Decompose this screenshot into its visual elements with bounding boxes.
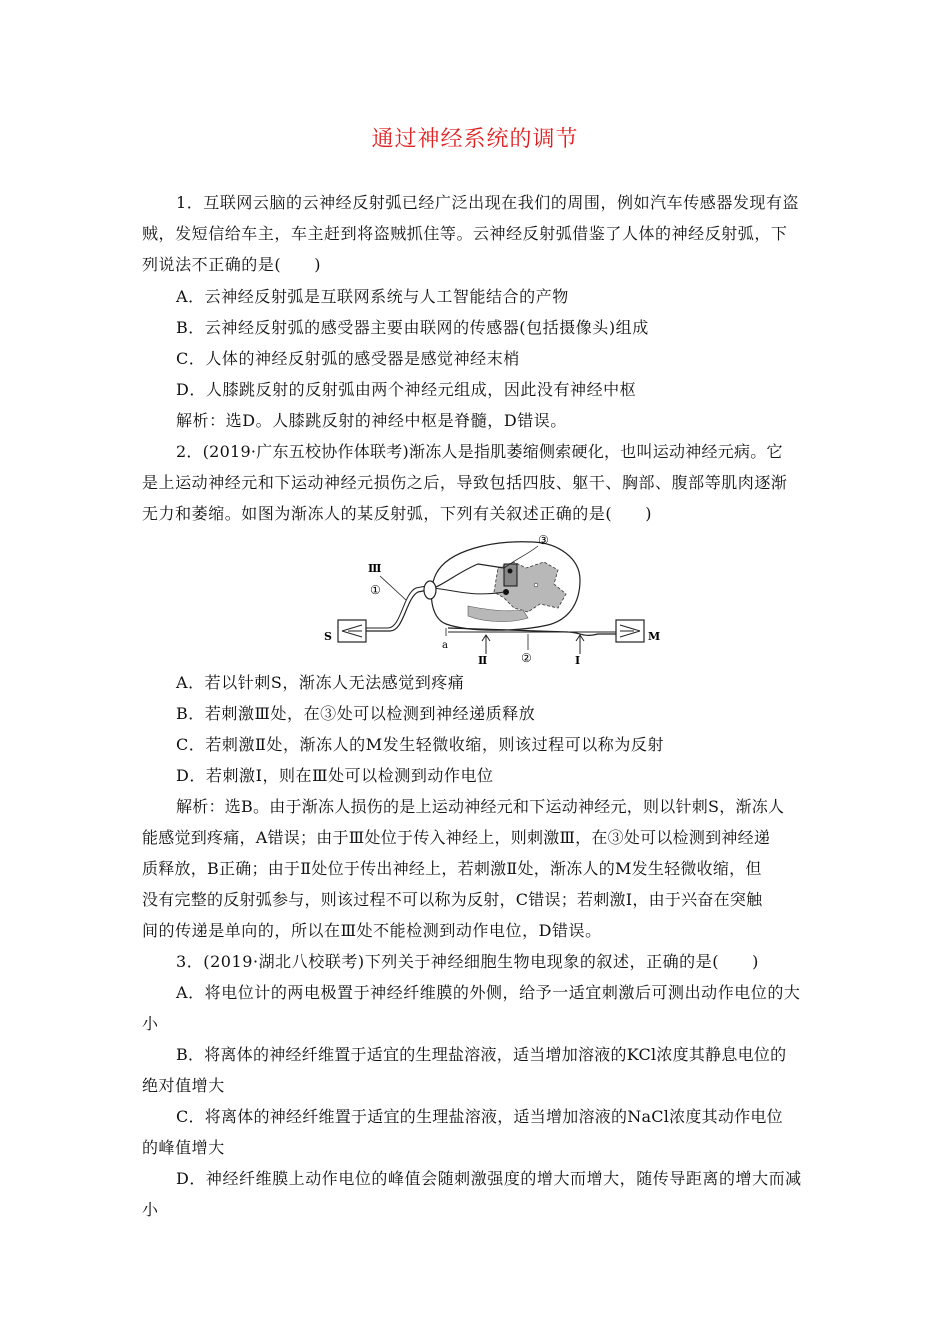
- q2-analysis-line: 没有完整的反射弧参与，则该过程不可以称为反射，C错误；若刺激Ⅰ，由于兴奋在突触: [142, 890, 763, 909]
- q1-option-c: C．人体的神经反射弧的感受器是感觉神经末梢: [176, 349, 520, 368]
- q2-stem-line: 2．(2019·广东五校协作体联考)渐冻人是指肌萎缩侧索硬化，也叫运动神经元病。它: [176, 442, 783, 461]
- ganglion: [424, 581, 436, 599]
- q3-option-b-cont: 绝对值增大: [142, 1076, 225, 1095]
- neuron-body: [534, 583, 538, 587]
- label-circle-2: ②: [521, 651, 532, 665]
- q2-option-a: A．若以针刺S，渐冻人无法感觉到疼痛: [176, 673, 465, 692]
- q1-stem-line: 贼，发短信给车主，车主赶到将盗贼抓住等。云神经反射弧借鉴了人体的神经反射弧，下: [142, 224, 788, 243]
- q3-option-c-cont: 的峰值增大: [142, 1138, 225, 1157]
- q2-stem-line: 是上运动神经元和下运动神经元损伤之后，导致包括四肢、躯干、胸部、腹部等肌肉逐渐: [142, 473, 788, 492]
- neuron-body: [508, 569, 513, 574]
- q1-option-a: A．云神经反射弧是互联网系统与人工智能结合的产物: [176, 287, 569, 306]
- q3-option-c: C．将离体的神经纤维置于适宜的生理盐溶液，适当增加溶液的NaCl浓度其动作电位: [176, 1107, 783, 1126]
- q2-option-c: C．若刺激Ⅱ处，渐冻人的M发生轻微收缩，则该过程可以称为反射: [176, 735, 665, 754]
- q3-option-d: D．神经纤维膜上动作电位的峰值会随刺激强度的增大而增大，随传导距离的增大而减: [176, 1169, 802, 1188]
- label-s: S: [324, 630, 332, 643]
- label-roman-1: Ⅰ: [575, 654, 581, 667]
- label-circle-1: ①: [370, 583, 381, 597]
- q2-stem-line: 无力和萎缩。如图为渐冻人的某反射弧，下列有关叙述正确的是( ): [142, 504, 653, 523]
- q3-option-a: A．将电位计的两电极置于神经纤维膜的外侧，给予一适宜刺激后可测出动作电位的大: [176, 983, 801, 1002]
- label-roman-3: Ⅲ: [368, 562, 382, 575]
- label-a: a: [442, 640, 448, 651]
- q1-stem-line: 1．互联网云脑的云神经反射弧已经广泛出现在我们的周围，例如汽车传感器发现有盗: [176, 193, 800, 212]
- q3-stem: 3．(2019·湖北八校联考)下列关于神经细胞生物电现象的叙述，正确的是( ): [176, 952, 759, 971]
- q3-option-d-cont: 小: [142, 1200, 159, 1219]
- q1-stem-line: 列说法不正确的是( ): [142, 255, 322, 274]
- reflex-arc-figure: [318, 528, 661, 668]
- q2-analysis-line: 解析：选B。由于渐冻人损伤的是上运动神经元和下运动神经元，则以针刺S，渐冻人: [176, 797, 785, 816]
- q2-analysis-line: 能感觉到疼痛，A错误；由于Ⅲ处位于传入神经上，则刺激Ⅲ，在③处可以检测到神经递: [142, 828, 771, 847]
- label-circle-3: ③: [538, 533, 549, 547]
- q1-option-b: B．云神经反射弧的感受器主要由联网的传感器(包括摄像头)组成: [176, 318, 649, 337]
- label-roman-2: Ⅱ: [478, 654, 488, 667]
- q3-option-b: B．将离体的神经纤维置于适宜的生理盐溶液，适当增加溶液的KCl浓度其静息电位的: [176, 1045, 787, 1064]
- q2-analysis-line: 质释放，B正确；由于Ⅱ处位于传出神经上，若刺激Ⅱ处，渐冻人的M发生轻微收缩，但: [142, 859, 762, 878]
- q2-option-d: D．若刺激Ⅰ，则在Ⅲ处可以检测到动作电位: [176, 766, 494, 785]
- page-title: 通过神经系统的调节: [371, 127, 579, 152]
- q2-analysis-line: 间的传递是单向的，所以在Ⅲ处不能检测到动作电位，D错误。: [142, 921, 602, 940]
- label-m: M: [648, 630, 661, 643]
- q3-option-a-cont: 小: [142, 1014, 159, 1033]
- synapse-box: [504, 564, 517, 586]
- q2-option-b: B．若刺激Ⅲ处，在③处可以检测到神经递质释放: [176, 704, 536, 723]
- q1-analysis: 解析：选D。人膝跳反射的神经中枢是脊髓，D错误。: [176, 411, 567, 430]
- q1-option-d: D．人膝跳反射的反射弧由两个神经元组成，因此没有神经中枢: [176, 380, 637, 399]
